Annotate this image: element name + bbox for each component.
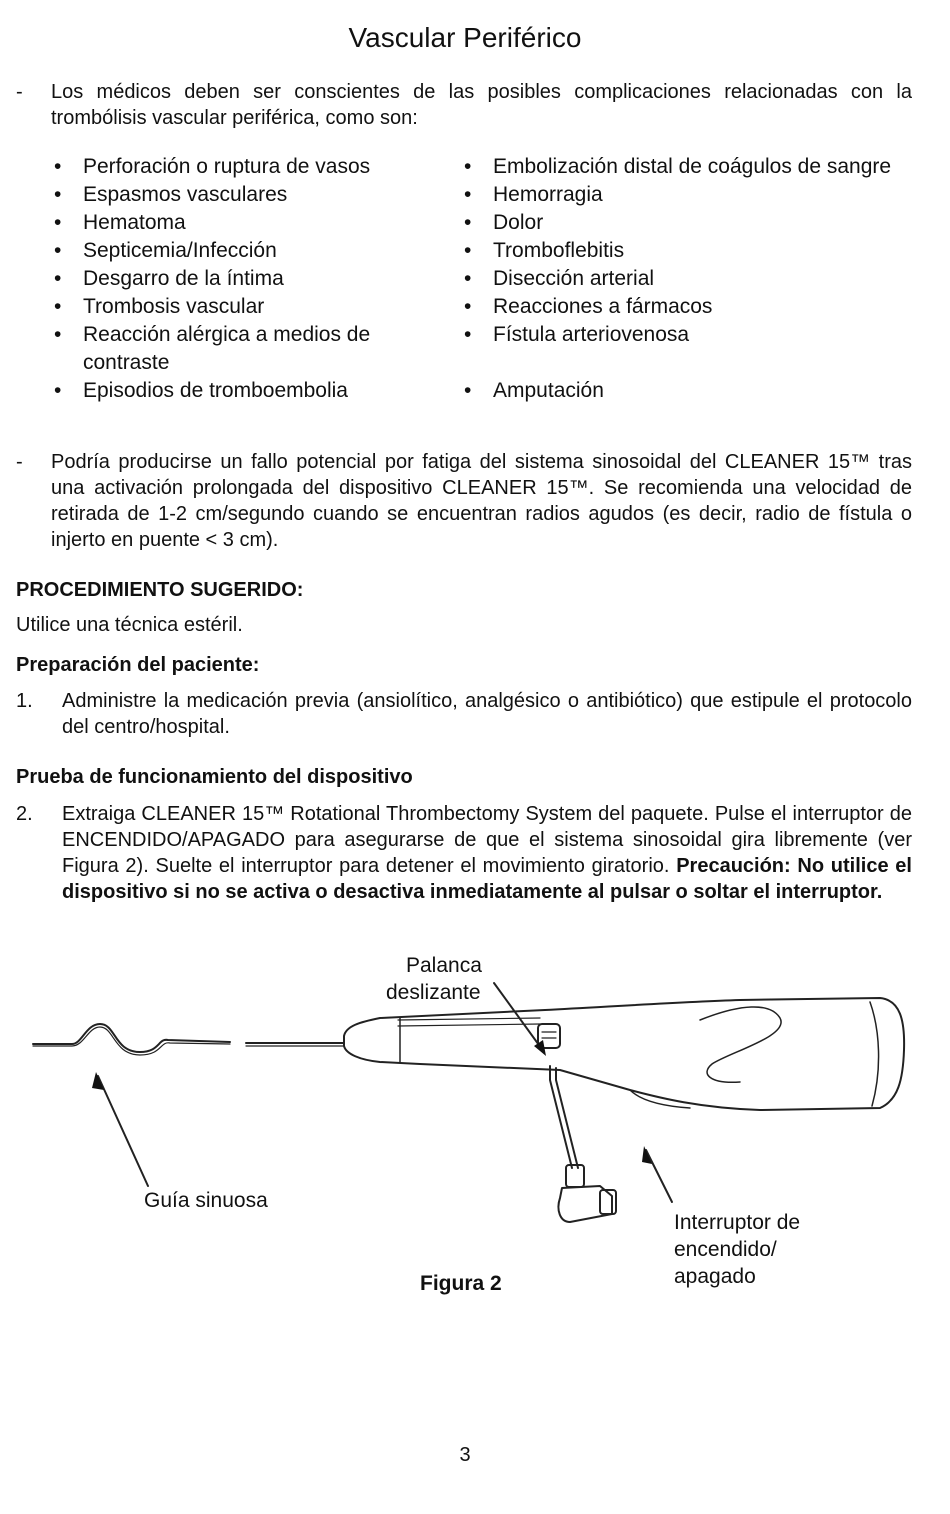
label-line: encendido/ [674, 1238, 777, 1261]
sinuous-wire-drawing [33, 1024, 344, 1055]
list-item: • Hemorragia [460, 181, 940, 209]
list-item: • Reacción alérgica a medios de contraste [50, 321, 390, 377]
device-test-heading: Prueba de funcionamiento del dispositivo [16, 766, 413, 788]
complications-list-left [50, 153, 390, 405]
list-item: • Septicemia/Infección [50, 237, 390, 265]
list-item: • Espasmos vasculares [50, 181, 390, 209]
label-line: apagado [674, 1265, 756, 1288]
dash-marker: - [16, 81, 23, 103]
step-2 [16, 801, 912, 905]
label-line: deslizante [386, 981, 481, 1004]
page-number: 3 [459, 1444, 471, 1466]
dash-marker: - [16, 451, 23, 473]
list-item: • Disección arterial [460, 265, 940, 293]
label-power-switch [674, 1209, 800, 1290]
list-item: • Tromboflebitis [460, 237, 940, 265]
caution-text: Precaución: No utilice el dispositivo si no se activa o desactiva inmediatamente al pulsar o soltar el interruptor. [62, 855, 912, 903]
device-body-drawing [344, 998, 904, 1222]
label-line: Palanca [406, 954, 482, 977]
complications-list-right [460, 153, 940, 405]
fatigue-paragraph [16, 449, 912, 553]
list-item: • Amputación [460, 377, 940, 405]
step-1 [16, 688, 912, 740]
list-item: • Desgarro de la íntima [50, 265, 390, 293]
step-text-block [62, 801, 912, 905]
callout-arrows [98, 983, 672, 1202]
list-item: • Reacciones a fármacos [460, 293, 940, 321]
page-title: Vascular Periférico [348, 22, 582, 53]
step-text: Extraiga CLEANER 15™ Rotational Thrombectomy System del paquete. Pulse el interruptor de ENCENDIDO/APAGADO para asegurarse de que el sistema sinosoidal gira libremente (ver Figura 2). Suelte el interruptor para detener el movimiento giratorio. [62, 803, 912, 877]
list-item: • Episodios de tromboembolia [50, 377, 390, 405]
arrow-heads [92, 1040, 652, 1164]
list-item: • Dolor [460, 209, 940, 237]
fatigue-text: Podría producirse un fallo potencial por fatiga del sistema sinosoidal del CLEANER 15™ tras una activación prolongada del dispositivo CLEANER 15™. Se recomienda una velocidad de retirada de 1-2 cm/segundo cuando se encuentran radios agudos (es decir, radio de fístula o injerto en puente < 3 cm). [51, 451, 912, 551]
step-number: 2. [16, 803, 33, 825]
list-item: • Embolización distal de coágulos de sangre [460, 153, 940, 181]
label-line: Interruptor de [674, 1211, 801, 1234]
figure-caption: Figura 2 [420, 1272, 502, 1295]
list-item: • Hematoma [50, 209, 390, 237]
label-slide-lever [386, 952, 482, 1006]
list-item: • Fístula arteriovenosa [460, 321, 940, 377]
intro-text: Los médicos deben ser conscientes de las posibles complicaciones relacionadas con la trombólisis vascular periférica, como son: [51, 81, 912, 129]
patient-prep-heading: Preparación del paciente: [16, 654, 260, 676]
intro-paragraph [16, 79, 912, 131]
list-item: • Perforación o ruptura de vasos [50, 153, 390, 181]
list-item: • Trombosis vascular [50, 293, 390, 321]
sterile-text: Utilice una técnica estéril. [16, 614, 243, 636]
step-number: 1. [16, 690, 33, 712]
procedure-heading: PROCEDIMIENTO SUGERIDO: [16, 579, 304, 601]
label-sinuous-wire: Guía sinuosa [144, 1189, 268, 1212]
step-text: Administre la medicación previa (ansiolítico, analgésico o antibiótico) que estipule el protocolo del centro/hospital. [62, 690, 912, 738]
